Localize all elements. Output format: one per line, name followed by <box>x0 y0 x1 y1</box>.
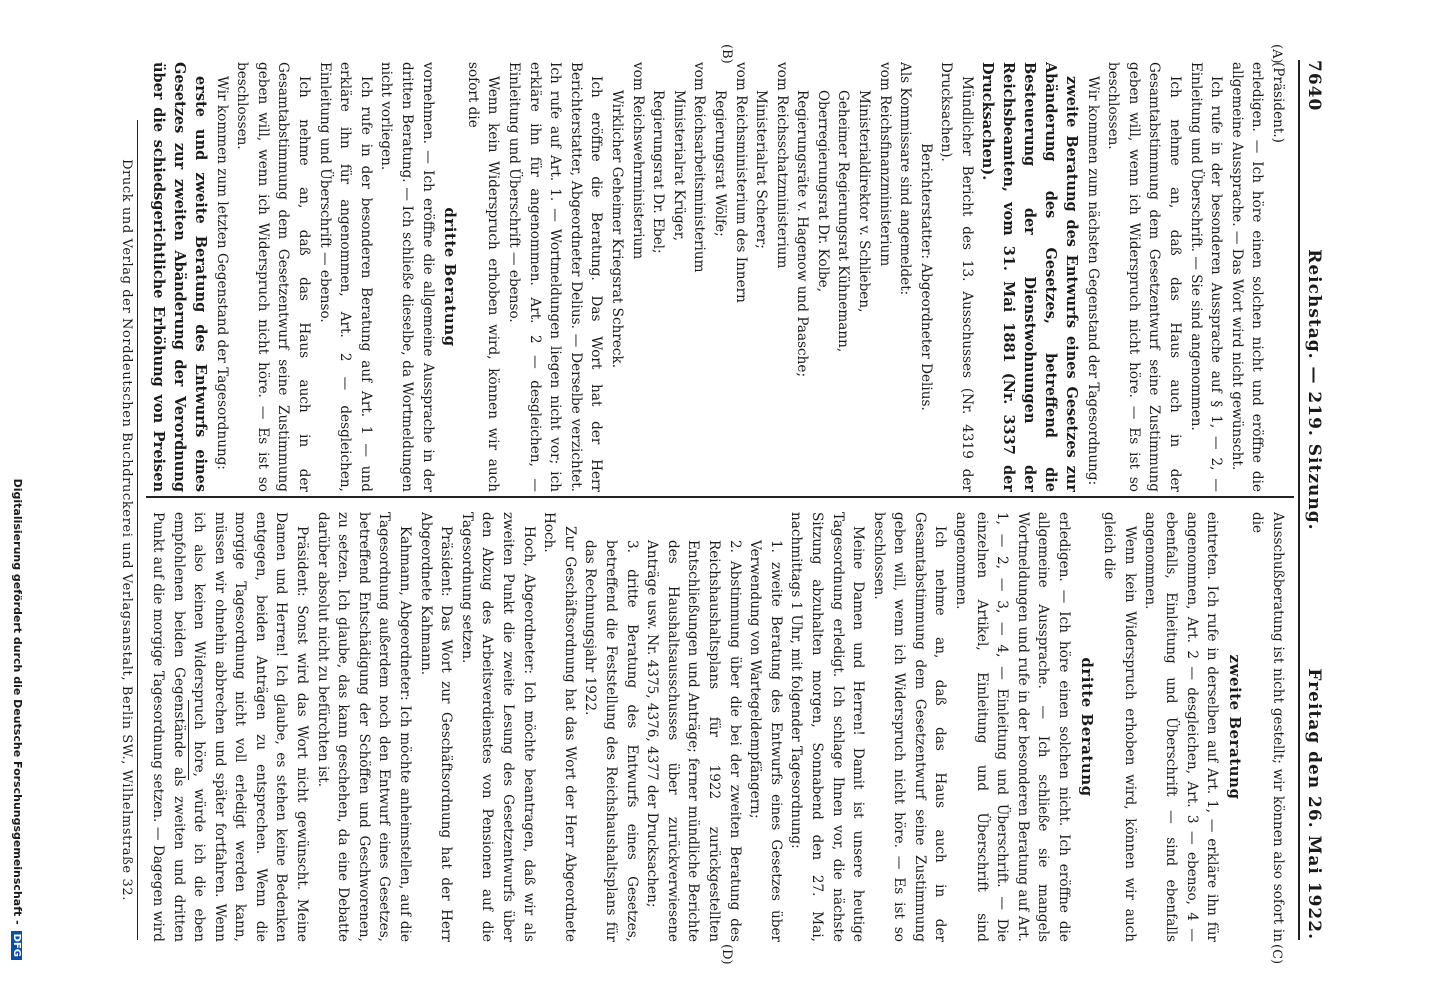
paragraph: Präsident: Das Wort zur Geschäftsordnung hat der Herr Abgeordnete Kahmann. <box>417 512 455 942</box>
paragraph: Mündlicher Bericht des 13. Ausschusses (Nr. 4319 der Drucksachen). <box>938 62 976 492</box>
paragraph: Wenn kein Widerspruch erhoben wird, können wir auch gleich die <box>1101 512 1138 942</box>
paragraph: Ministerialrat Krüger, <box>670 90 687 242</box>
paragraph: eintreten. Ich rufe in derselben auf Art. 1, — erkläre ihn für angenommen, Art. 2 — desgleichen, Art. 3 — ebenso, 4 — ebenfalls, Einleitung und Überschrift — sind ebenfalls angenommen. <box>1142 512 1221 942</box>
paragraph: Regierungsräte v. Hagenow und Paasche; <box>794 90 811 378</box>
paragraph: Wirklicher Geheimer Kriegsrat Schreck. <box>608 90 625 369</box>
paragraph: vom Reichsministerium des Innern <box>732 62 749 303</box>
paragraph: Ich eröffne die Beratung. Das Wort hat der Herr Berichterstatter, Abgeordneter Delius. — Derselbe verzichtet. Ich rufe auf Art. 1. — Wortmeldungen liegen nicht vor; ich erkläre ihn für angenommen. Art. 2 — desgleichen, — Einleitung und Überschrift — ebenso. <box>506 62 605 492</box>
paragraph: Ich nehme an, daß das Haus auch in der Gesamtabstimmung dem Gesetzentwurf seine Zustimmung geben will, wenn ich Widerspruch nicht höre. — Es ist so beschlossen. <box>1105 62 1184 492</box>
paragraph: Wir kommen zum nächsten Gegenstand der Tagesordnung: <box>1084 76 1101 486</box>
paragraph: Als Kommissare sind angemeldet: <box>897 62 914 296</box>
paragraph: Kahmann, Abgeordneter: Ich möchte anheimstellen, auf die Tagesordnung außerdem noch den Entwurf eines Gesetzes, betreffend Entschädigung der Schöffen und Geschworenen, zu setzen. Ich glaube, das kann geschehen, da eine Debatte darüber absolut nicht zu befürchten ist. <box>314 512 414 942</box>
paragraph: Regierungsrat Wölfe; <box>711 90 728 237</box>
digitization-credit <box>11 40 24 960</box>
paragraph: erledigen. — Ich höre einen solchen nicht und eröffne die allgemeine Aussprache. — Das Wort wird nicht gewünscht. <box>1228 62 1266 492</box>
page-date: Freitag den 26. Mai 1922. <box>1304 668 1324 940</box>
paragraph: Ministerialdirektor v. Schlieben, <box>856 90 873 313</box>
paragraph: vom Reichsschatzministerium <box>773 62 790 269</box>
speaker-tag: (Präsident.) <box>1270 62 1286 143</box>
agenda-list-item: 2. Abstimmung über die bei der zweiten Beratung des Reichshaushaltsplans für 1922 zurückgestellten Entschließungen und Anträge; ferner mündliche Berichte des Haushaltsausschusses über zurückverwiesene Anträge usw. Nr. 4375, 4376, 4377 der Drucksachen; <box>644 540 743 942</box>
right-column <box>148 512 1288 942</box>
dfg-logo: DFG <box>11 931 22 960</box>
paragraph: vom Reichsarbeitsministerium <box>691 62 708 273</box>
page-header <box>1304 60 1344 940</box>
page-title: Reichstag. — 219. Sitzung. <box>1304 249 1324 531</box>
paragraph: Oberregierungsrat Dr. Kolbe, <box>814 90 831 293</box>
paragraph: Regierungsrat Dr. Ebel; <box>650 90 667 254</box>
paragraph: Ministerialrat Scherer; <box>753 90 770 249</box>
paragraph: Wenn kein Widerspruch erhoben wird, können wir auch sofort die <box>464 62 502 492</box>
column-divider <box>146 496 1294 498</box>
paragraph: vom Reichswehrministerium <box>629 62 646 260</box>
section-heading: dritte Beratung <box>441 207 460 347</box>
paragraph: Geheimer Regierungsrat Kühnemann, <box>835 90 852 353</box>
margin-marker-c: (C) <box>1269 944 1284 965</box>
margin-marker-d: (D) <box>719 944 734 965</box>
paragraph: Hoch, Abgeordneter: Ich möchte beantragen, daß wir als zweiten Punkt die zweite Lesung des Gesetzentwurfs über den Abzug des Arbeitsverdienstes von Pensionen auf die Tagesordnung setzen. <box>458 512 537 942</box>
paragraph: Ich nehme an, daß das Haus auch in der Gesamtabstimmung dem Gesetzentwurf seine Zustimmung geben will, wenn ich Widerspruch nicht höre. — Es ist so beschlossen. <box>870 512 949 942</box>
margin-marker-a: (A) <box>1269 44 1284 64</box>
paragraph: Ich nehme an, daß das Haus auch in der Gesamtabstimmung dem Gesetzentwurf seine Zustimmung geben will, wenn ich Widerspruch nicht höre. — Es ist so beschlossen. <box>234 62 313 492</box>
margin-marker-b: (B) <box>719 44 734 64</box>
agenda-item-title: zweite Beratung des Entwurfs eines Gesetzes zur Abänderung des Gesetzes, betreffend die Besteuerung der Dienstwohnungen der Reichsbeamten, vom 31. Mai 1881 (Nr. 3337 der Drucksachen). <box>979 62 1081 492</box>
paragraph: vom Reichsfinanzministerium <box>876 62 893 267</box>
agenda-list-item: 3. dritte Beratung des Entwurfs eines Gesetzes, betreffend die Feststellung des Reichshaushaltsplans für das Rechnungsjahr 1922. <box>582 540 640 942</box>
digitization-text: Digitalisierung gefördert durch die Deutsche Forschungsgemeinschaft - <box>11 478 24 925</box>
section-heading: zweite Beratung <box>1225 654 1244 800</box>
paragraph: Meine Damen und Herren! Damit ist unsere heutige Tagesordnung erledigt. Ich schlage Ihnen vor, die nächste Sitzung abzuhalten morgen, Sonnabend den 27. Mai, nachmittags 1 Uhr, mit folgender Tagesordnung: <box>788 512 867 942</box>
agenda-item-title: erste und zweite Beratung des Entwurfs eines Gesetzes zur zweiten Abänderung der Verordnung über die schiedsgerichtliche Erhöhung von Preisen <box>150 62 210 492</box>
end-rule <box>188 700 189 780</box>
header-rule <box>1298 60 1300 940</box>
paragraph: Ich rufe in der besonderen Aussprache auf § 1, — 2, — Einleitung und Überschrift. — Sie sind angenommen. <box>1187 62 1225 492</box>
paragraph: Präsident: Sonst wird das Wort nicht gewünscht. Meine Damen und Herren! Ich glaube, es stehen keine Bedenken entgegen, beiden Anträgen zu entsprechen. Wenn die morgige Tagesordnung nicht voll erledigt werden kann, müssen wir ohnehin abbrechen und später fortfahren. Wenn ich also keinen Widerspruch höre, würde ich die eben empfohlenen beiden Gegenstände als zweiten und dritten Punkt auf die morgige Tagesordnung setzen. — Dagegen wird <box>149 512 311 942</box>
paragraph: vornehmen. — Ich eröffne die allgemeine Aussprache in der dritten Beratung. — Ich schließe dieselbe, da Wortmeldungen nicht vorliegen. <box>378 62 436 492</box>
agenda-list-item: 1. zweite Beratung des Entwurfs eines Gesetzes über Verwendung von Wartegeldempfängern; <box>747 540 784 942</box>
paragraph: erledigen. — Ich höre einen solchen nicht. Ich eröffne die allgemeine Aussprache. — Ich schließe sie mangels Wortmeldungen und rufe in der besonderen Beratung auf Art. 1, — 2, — 3, — 4, — Einleitung und Überschrift. — Die einzelnen Artikel, Einleitung und Überschrift sind angenommen. <box>953 512 1073 942</box>
paragraph: Wir kommen zum letzten Gegenstand der Tagesordnung: <box>213 76 230 471</box>
left-column <box>148 62 1288 492</box>
printer-imprint: Druck und Verlag der Norddeutschen Buchdruckerei und Verlagsanstalt, Berlin SW., Wilhelmstraße 32. <box>119 159 134 901</box>
footer-rule <box>137 120 138 940</box>
paragraph: Berichterstatter: Abgeordneter Delius. <box>917 143 934 411</box>
paragraph: Zur Geschäftsordnung hat das Wort der Herr Abgeordnete Hoch. <box>541 512 578 942</box>
section-heading: dritte Beratung <box>1077 657 1096 797</box>
paragraph: Ausschußberatung ist nicht gestellt; wir können also sofort in die <box>1249 512 1286 942</box>
page-number: 7640 <box>1304 60 1324 112</box>
paragraph: Ich rufe in der besonderen Beratung auf Art. 1 — und erkläre ihn für angenommen, Art. 2 — desgleichen, Einleitung und Überschrift — ebenso. <box>316 62 374 492</box>
